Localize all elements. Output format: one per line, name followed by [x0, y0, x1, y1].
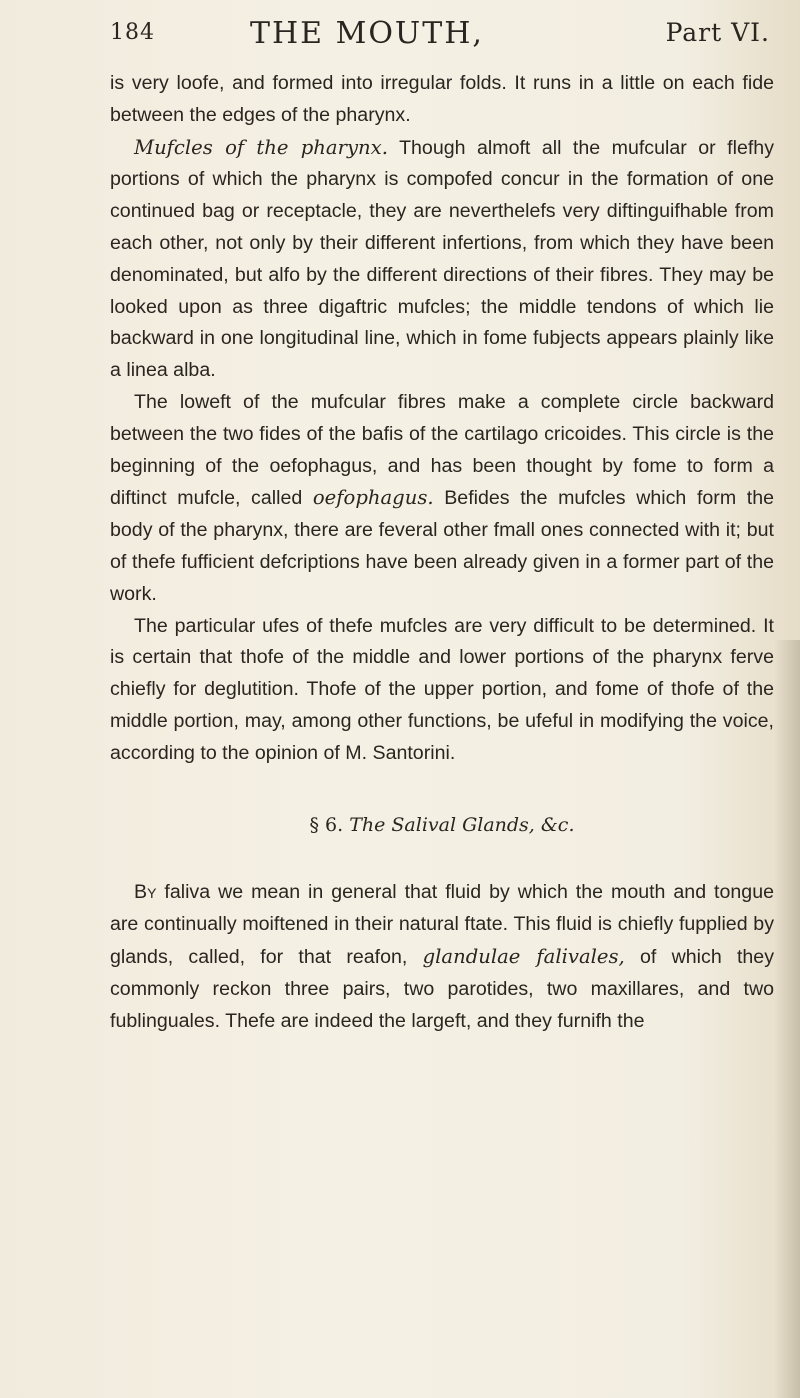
paragraph-text: faliva we mean in general that fluid by which the mouth and tongue are continually moiftened in their natural ftate. This fluid is chiefly fupplied by glands, called, for that reafon, — [110, 881, 774, 968]
italic-term: glandulae falivales, — [422, 944, 625, 968]
section-heading — [110, 810, 774, 842]
running-title: THE MOUTH, — [250, 16, 484, 51]
paragraph-text: of which they commonly reckon three pairs, two parotides, two maxillares, and two fublinguales. Thefe are indeed the largeft, and they furnifh the — [110, 945, 774, 1032]
paragraph-1: is very loofe, and formed into irregular folds. It runs in a little on each fide between the edges of the pharynx. — [110, 72, 774, 126]
paragraph-text: The loweft of the mufcular fibres make a complete circle backward between the two fides of the bafis of the cartilago cricoides. This circle is the beginning of the oefophagus, and has been thought by fome to form a diftinct mufcle, called — [110, 390, 774, 510]
paragraph-text: Befides the mufcles which form the body of the pharynx, there are feveral other fmall ones connected with it; but of thefe fufficient defcriptions have been already given in a former part of the work. — [110, 487, 775, 605]
paragraph-text: Though almoft all the mufcular or flefhy portions of which the pharynx is compofed concur in the formation of one continued bag or receptacle, they are neverthelefs very diftinguifhable from each other, not only by their different infertions, from which they have been denominated, but alfo by the different directions of their fibres. They may be looked upon as three digaftric mufcles; the middle tendons of which lie backward in one longitudinal line, which in fome fubjects appears plainly like a linea alba. — [110, 136, 774, 382]
section-number: § 6. — [309, 813, 344, 836]
paragraph-uses: The particular ufes of thefe mufcles are very difficult to be determined. It is certain that thofe of the middle and lower portions of the pharynx ferve chiefly for deglutition. Thofe of the upper portion, and fome of thofe of the middle portion, may, among other functions, be ufeful in modifying the voice, according to the opinion of M. Santorini. — [110, 614, 774, 764]
part-label: Part VI. — [665, 18, 770, 47]
paragraph-lowest-fibres — [110, 387, 774, 611]
section-title: The Salival Glands, &c. — [343, 813, 575, 836]
paragraph-pharynx-muscles — [110, 132, 774, 387]
italic-term: oefophagus. — [312, 486, 434, 510]
running-header — [110, 8, 770, 58]
opening-word: By — [134, 881, 157, 904]
side-heading: Mufcles of the pharynx. — [134, 135, 388, 159]
body-text — [110, 68, 774, 1037]
paragraph-saliva — [110, 877, 774, 1037]
page-number: 184 — [110, 20, 155, 45]
page-edge-shadow — [774, 640, 800, 1398]
